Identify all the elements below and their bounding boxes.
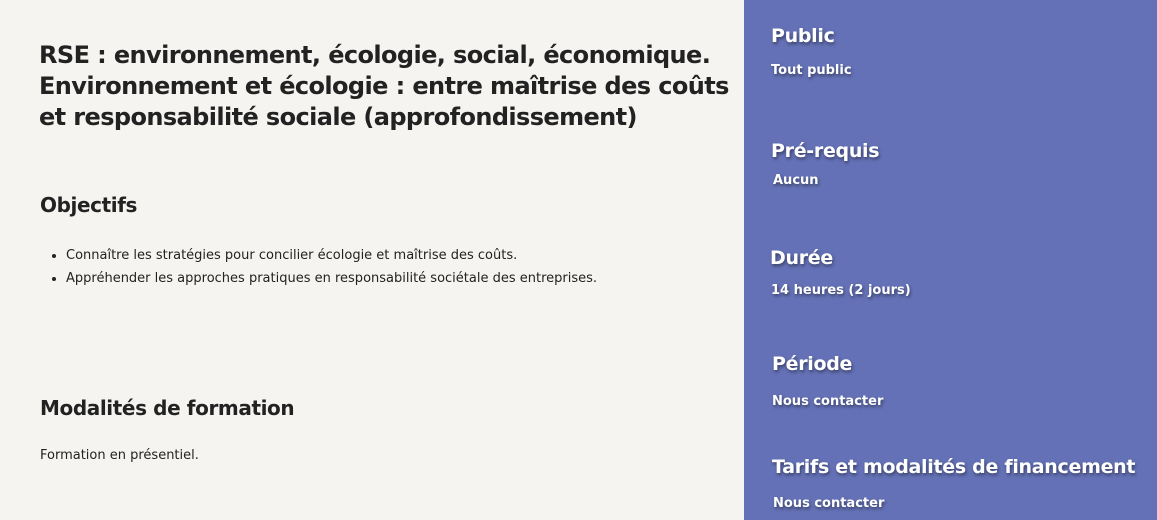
info-sidebar [744,0,1157,520]
period-label: Période [772,353,853,375]
period-value: Nous contacter [772,394,884,409]
modalities-heading: Modalités de formation [40,396,295,420]
duration-label: Durée [770,247,833,269]
pricing-label: Tarifs et modalités de financement [772,456,1136,478]
list-item: • Connaître les stratégies pour concilier écologie et maîtrise des coûts. [66,244,726,267]
public-label: Public [771,25,835,47]
prerequisites-value: Aucun [773,173,819,188]
modalities-text: Formation en présentiel. [40,448,199,463]
objectives-list [40,244,726,290]
public-value: Tout public [771,63,852,78]
duration-value: 14 heures (2 jours) [771,283,911,298]
page-title: RSE : environnement, écologie, social, économique. Environnement et écologie : entre maîtrise des coûts et responsabilité sociale (approfondissement) [39,41,729,131]
list-item: • Appréhender les approches pratiques en responsabilité sociétale des entreprises. [66,267,726,290]
pricing-value: Nous contacter [773,496,885,511]
prerequisites-label: Pré-requis [771,140,880,162]
objectives-heading: Objectifs [40,193,138,217]
